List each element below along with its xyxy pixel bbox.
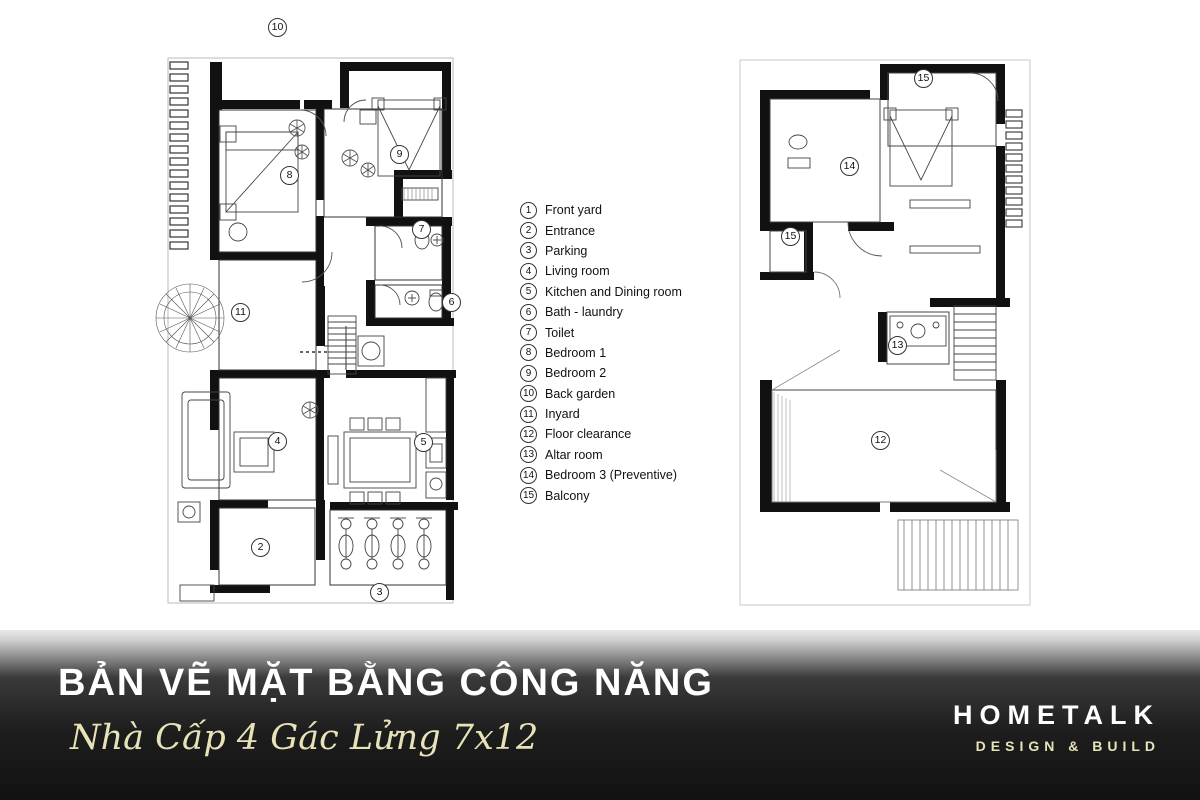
legend-number: 14 [520, 467, 537, 484]
legend-number: 3 [520, 242, 537, 259]
mezzanine-floor-plan [730, 50, 1050, 620]
legend-number: 9 [520, 365, 537, 382]
legend-item-11 [520, 404, 682, 424]
legend-label: Front yard [545, 203, 602, 218]
legend-label: Living room [545, 264, 610, 279]
legend-label: Entrance [545, 223, 596, 238]
banner-title: BẢN VẼ MẶT BẰNG CÔNG NĂNG [58, 662, 714, 704]
legend-label: Balcony [545, 488, 590, 503]
room-marker-3: 3 [370, 583, 389, 602]
legend-number: 4 [520, 263, 537, 280]
room-marker-10: 10 [268, 18, 287, 37]
legend-item-9 [520, 363, 682, 383]
legend-number: 8 [520, 344, 537, 361]
legend-item-2 [520, 220, 682, 240]
legend-label: Inyard [545, 407, 580, 422]
legend-label: Bedroom 2 [545, 366, 607, 381]
legend-label: Parking [545, 243, 588, 258]
legend-number: 10 [520, 385, 537, 402]
legend-number: 13 [520, 446, 537, 463]
room-marker-11: 11 [231, 303, 250, 322]
room-marker-2: 2 [251, 538, 270, 557]
room-marker-14: 14 [840, 157, 859, 176]
legend-number: 2 [520, 222, 537, 239]
mezzanine-floor-plan-svg [730, 50, 1050, 620]
room-marker-13: 13 [888, 336, 907, 355]
legend-number: 7 [520, 324, 537, 341]
legend-item-5 [520, 282, 682, 302]
legend-number: 15 [520, 487, 537, 504]
room-marker-12: 12 [871, 431, 890, 450]
legend-number: 6 [520, 304, 537, 321]
tree-symbol [156, 284, 224, 352]
brand-block [953, 700, 1160, 754]
legend-label: Altar room [545, 447, 603, 462]
legend-item-7 [520, 322, 682, 342]
brand-name: HOMETALK [953, 700, 1160, 730]
legend-item-4 [520, 261, 682, 281]
legend-item-14 [520, 465, 682, 485]
room-marker-7: 7 [412, 220, 431, 239]
legend-item-10 [520, 384, 682, 404]
legend-label: Back garden [545, 386, 616, 401]
legend-label: Toilet [545, 325, 575, 340]
ground-floor-plan-svg [150, 40, 490, 620]
legend-item-12 [520, 424, 682, 444]
ground-floor-plan [150, 21, 490, 620]
room-marker-4: 4 [268, 432, 287, 451]
room-marker-15b: 15 [781, 227, 800, 246]
legend-label: Bedroom 3 (Preventive) [545, 468, 678, 483]
room-marker-6: 6 [442, 293, 461, 312]
legend-item-13 [520, 445, 682, 465]
legend-item-1 [520, 200, 682, 220]
room-marker-9: 9 [390, 145, 409, 164]
legend-item-8 [520, 343, 682, 363]
legend-item-15 [520, 485, 682, 505]
legend-label: Bedroom 1 [545, 345, 607, 360]
room-marker-5: 5 [414, 433, 433, 452]
legend-number: 12 [520, 426, 537, 443]
legend-label: Kitchen and Dining room [545, 284, 682, 299]
legend-number: 5 [520, 283, 537, 300]
room-marker-15a: 15 [914, 69, 933, 88]
legend-item-6 [520, 302, 682, 322]
legend [520, 200, 682, 506]
legend-label: Bath - laundry [545, 305, 623, 320]
room-marker-8: 8 [280, 166, 299, 185]
legend-label: Floor clearance [545, 427, 632, 442]
banner-subtitle: Nhà Cấp 4 Gác Lửng 7x12 [70, 718, 539, 758]
legend-number: 11 [520, 406, 537, 423]
brand-tagline: DESIGN & BUILD [975, 738, 1160, 754]
legend-item-3 [520, 241, 682, 261]
legend-number: 1 [520, 202, 537, 219]
